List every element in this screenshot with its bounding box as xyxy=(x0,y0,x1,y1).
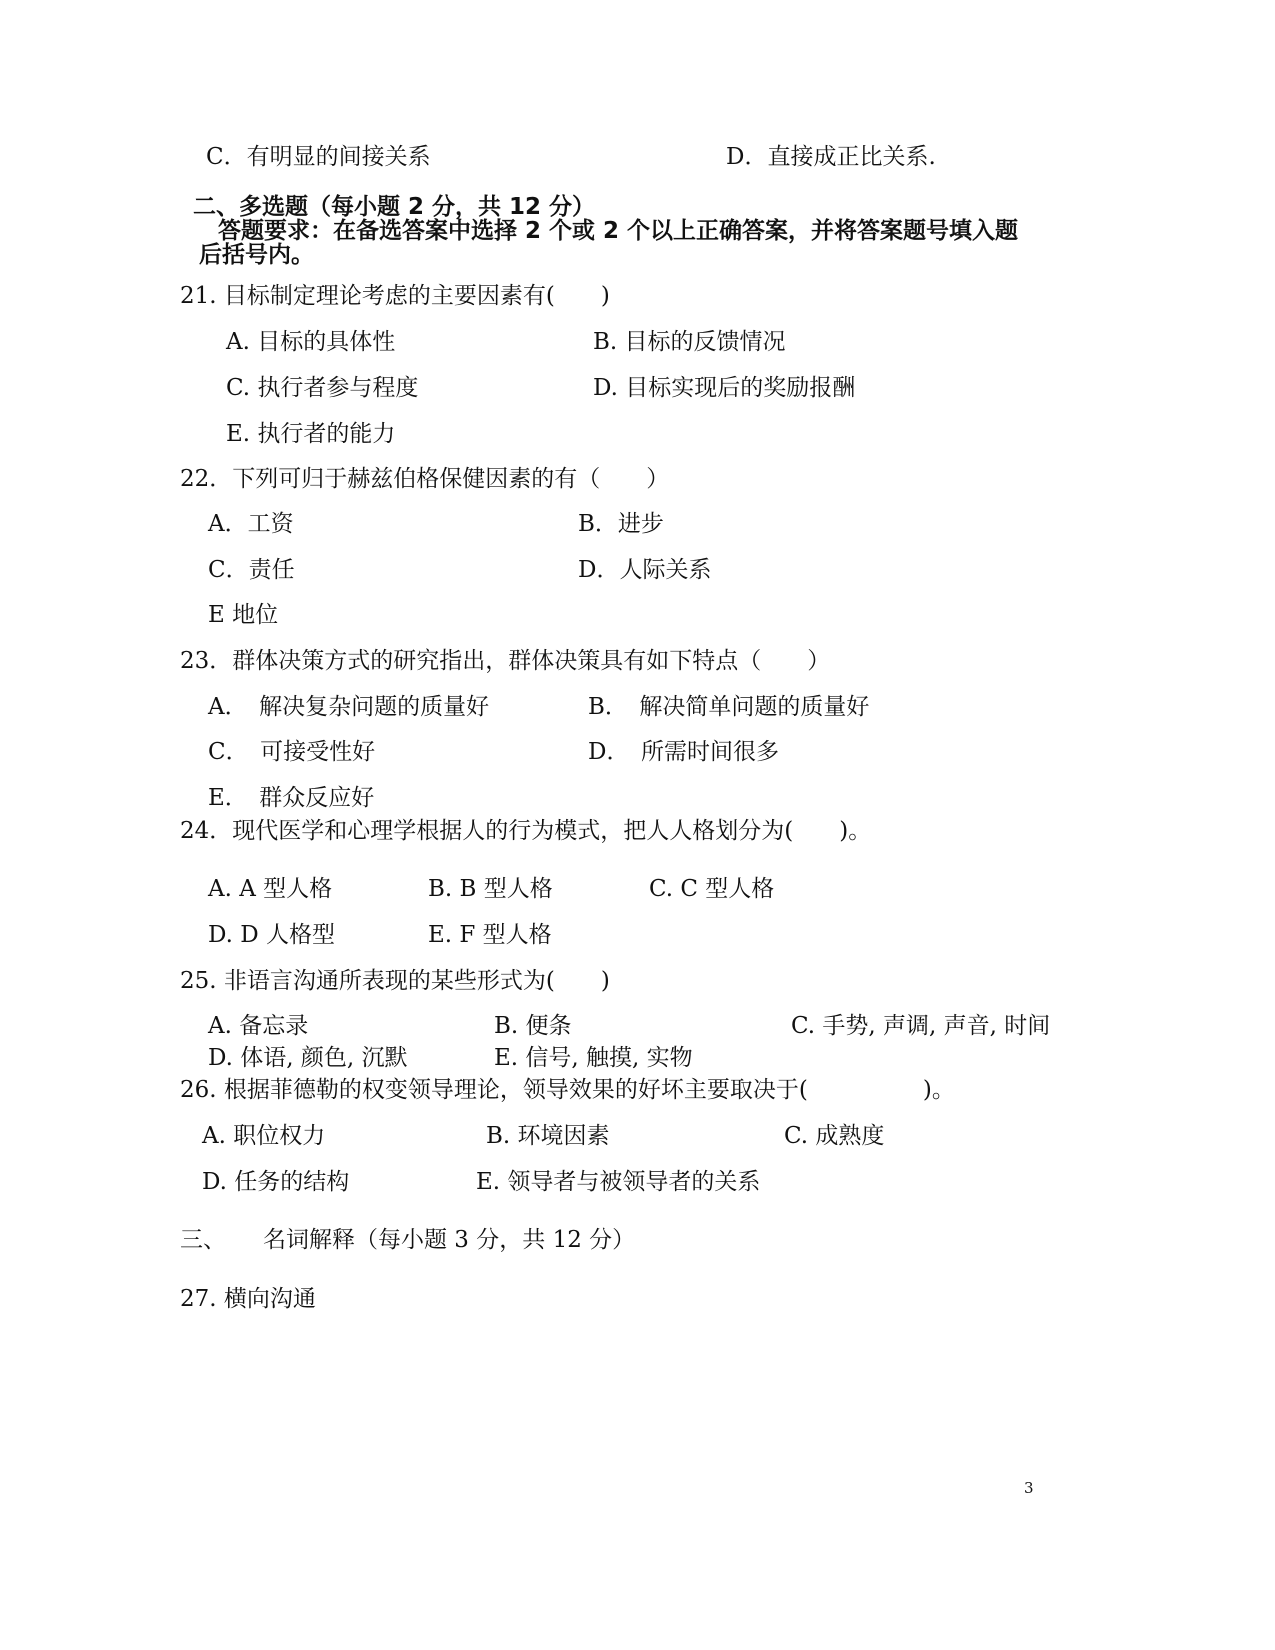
section-3-heading: 名词解释（每小题 3 分，共 12 分） xyxy=(263,1227,636,1253)
question-25-stem: 25. 非语言沟通所表现的某些形式为( ) xyxy=(180,968,610,994)
question-23-option-e: E． 群众反应好 xyxy=(208,785,375,811)
question-26-option-d: D. 任务的结构 xyxy=(202,1169,350,1195)
question-25-option-c: C. 手势, 声调, 声音, 时间 xyxy=(791,1013,1051,1039)
section-2-heading: 二、多选题（每小题 2 分，共 12 分） xyxy=(193,194,596,220)
question-25-option-b: B. 便条 xyxy=(494,1013,572,1039)
question-26-option-a: A. 职位权力 xyxy=(202,1123,326,1149)
question-26-stem: 26. 根据菲德勒的权变领导理论，领导效果的好坏主要取决于( )。 xyxy=(180,1077,955,1103)
question-23-option-c: C． 可接受性好 xyxy=(208,739,376,765)
question-22-option-e: E 地位 xyxy=(208,602,279,628)
question-21-option-d: D. 目标实现后的奖励报酬 xyxy=(593,375,856,401)
question-23-stem: 23．群体决策方式的研究指出，群体决策具有如下特点（ ） xyxy=(180,648,831,674)
question-21-option-a: A. 目标的具体性 xyxy=(226,329,396,355)
question-21-option-c: C. 执行者参与程度 xyxy=(226,375,419,401)
section-3-number: 三、 xyxy=(180,1227,226,1253)
page-number: 3 xyxy=(1024,1479,1034,1497)
prev-option-d: D．直接成正比关系. xyxy=(726,144,936,170)
section-2-instruction-line2: 后括号内。 xyxy=(199,242,314,268)
question-26-option-e: E. 领导者与被领导者的关系 xyxy=(476,1169,761,1195)
section-2-instruction-line1: 答题要求：在备选答案中选择 2 个或 2 个以上正确答案，并将答案题号填入题 xyxy=(218,218,1019,244)
question-24-option-c: C. C 型人格 xyxy=(649,876,775,902)
question-24-option-b: B. B 型人格 xyxy=(428,876,553,902)
question-24-option-e: E. F 型人格 xyxy=(428,922,552,948)
question-25-option-d: D. 体语, 颜色, 沉默 xyxy=(208,1045,408,1071)
question-21-option-b: B. 目标的反馈情况 xyxy=(593,329,786,355)
question-23-option-d: D． 所需时间很多 xyxy=(588,739,779,765)
question-26-option-c: C. 成熟度 xyxy=(784,1123,885,1149)
question-25-option-e: E. 信号, 触摸, 实物 xyxy=(494,1045,693,1071)
question-27-stem: 27. 横向沟通 xyxy=(180,1286,316,1312)
question-26-option-b: B. 环境因素 xyxy=(486,1123,610,1149)
question-22-option-a: A．工资 xyxy=(208,511,294,537)
question-22-option-d: D．人际关系 xyxy=(578,557,712,583)
question-24-option-d: D. D 人格型 xyxy=(208,922,335,948)
question-22-option-c: C．责任 xyxy=(208,557,295,583)
question-22-stem: 22．下列可归于赫兹伯格保健因素的有（ ） xyxy=(180,466,670,492)
question-23-option-b: B． 解决简单问题的质量好 xyxy=(588,694,870,720)
prev-option-c: C．有明显的间接关系 xyxy=(206,144,431,170)
question-22-option-b: B．进步 xyxy=(578,511,664,537)
question-24-stem: 24．现代医学和心理学根据人的行为模式，把人人格划分为( )。 xyxy=(180,818,872,844)
question-21-stem: 21. 目标制定理论考虑的主要因素有( ) xyxy=(180,283,610,309)
question-25-option-a: A. 备忘录 xyxy=(208,1013,309,1039)
question-24-option-a: A. A 型人格 xyxy=(208,876,333,902)
question-21-option-e: E. 执行者的能力 xyxy=(226,421,396,447)
question-23-option-a: A． 解决复杂问题的质量好 xyxy=(208,694,490,720)
